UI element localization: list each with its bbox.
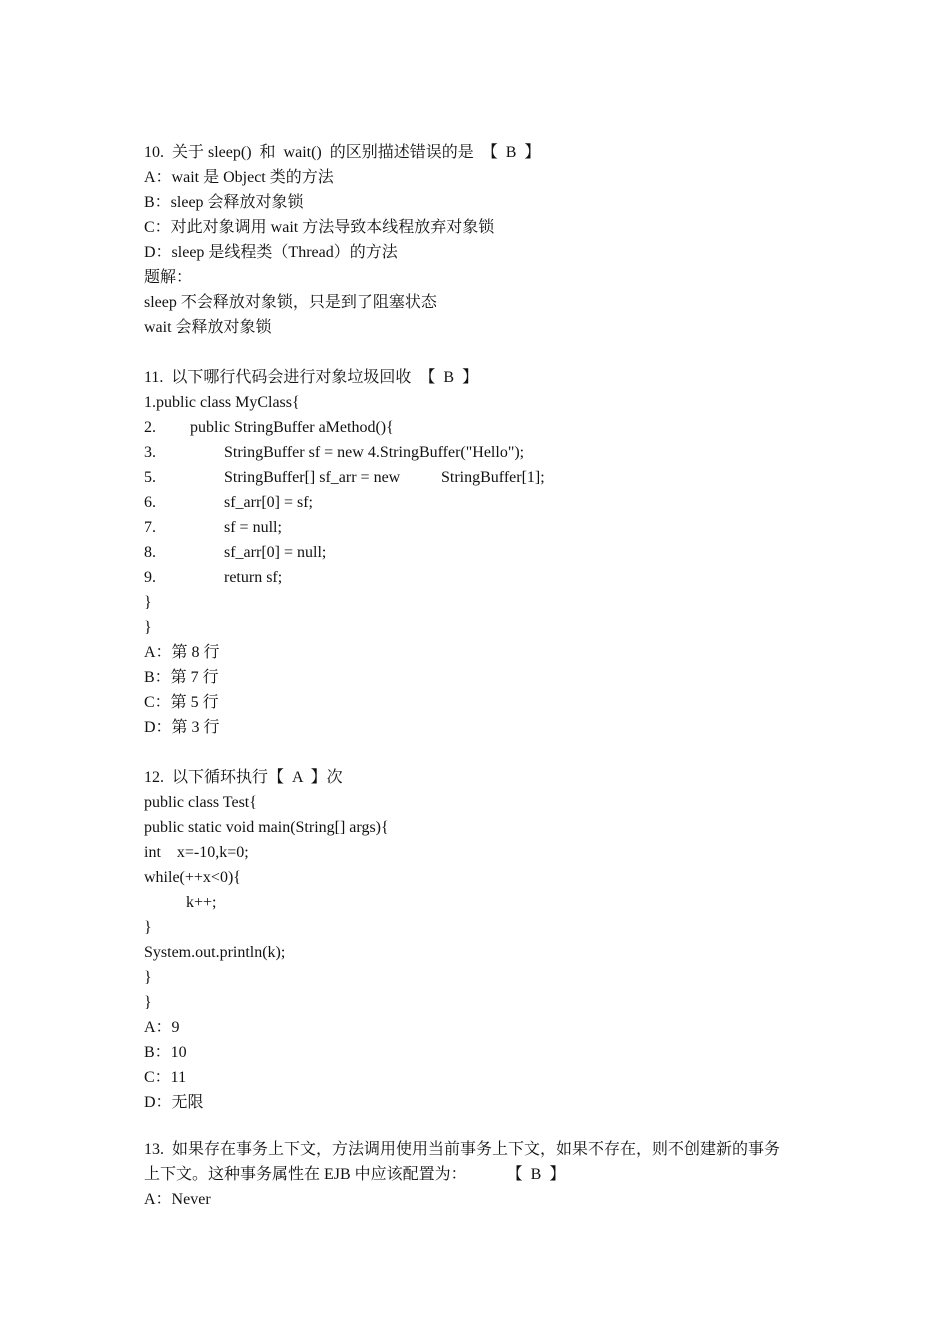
q11-code-line-number: 7. [144, 519, 156, 536]
q11-code-line: sf_arr[0] = sf; [224, 494, 313, 511]
q11-option-b: B：第 7 行 [144, 669, 219, 686]
q10-option-b: B：sleep 会释放对象锁 [144, 194, 304, 211]
q13-question: 13. 如果存在事务上下文，方法调用使用当前事务上下文，如果不存在，则不创建新的事务 [144, 1141, 781, 1158]
q11-code-line-number: 2. [144, 419, 156, 436]
q11-code-line-number: 3. [144, 444, 156, 461]
q13-question: 上下文。这种事务属性在 EJB 中应该配置为： 【 B 】 [144, 1166, 566, 1183]
q10-option-a: A：wait 是 Object 类的方法 [144, 169, 334, 186]
q11-code-line: StringBuffer[] sf_arr = new [224, 469, 401, 486]
q12-code-line: k++; [186, 894, 217, 911]
q11-option-a: A：第 8 行 [144, 644, 220, 661]
q11-code-line: public StringBuffer aMethod(){ [190, 419, 394, 436]
q11-code-line-number: 5. [144, 469, 156, 486]
q11-question: 11. 以下哪行代码会进行对象垃圾回收 【 B 】 [144, 369, 479, 386]
q10-explanation-line: sleep 不会释放对象锁，只是到了阻塞状态 [144, 294, 437, 311]
q10-option-d: D：sleep 是线程类（Thread）的方法 [144, 244, 398, 261]
q11-code-brace: } [144, 594, 152, 611]
q12-option-d: D：无限 [144, 1094, 204, 1111]
q10-option-c: C：对此对象调用 wait 方法导致本线程放弃对象锁 [144, 219, 495, 236]
q11-code-line: sf = null; [224, 519, 282, 536]
q11-option-c: C：第 5 行 [144, 694, 219, 711]
q12-option-a: A：9 [144, 1019, 180, 1036]
q12-code-line: while(++x<0){ [144, 869, 241, 886]
q11-code-brace: } [144, 619, 152, 636]
q13-option-a: A：Never [144, 1191, 211, 1208]
q11-code-line: StringBuffer[1]; [441, 469, 545, 486]
q12-option-b: B：10 [144, 1044, 187, 1061]
q11-code-line-number: 6. [144, 494, 156, 511]
q12-code-brace: } [144, 994, 152, 1011]
q10-question: 10. 关于 sleep() 和 wait() 的区别描述错误的是 【 B 】 [144, 144, 541, 161]
q12-option-c: C：11 [144, 1069, 187, 1086]
q12-code-line: public class Test{ [144, 794, 257, 811]
q12-question: 12. 以下循环执行【 A 】次 [144, 769, 343, 786]
q12-code-line: System.out.println(k); [144, 944, 286, 961]
q11-code-line-number: 9. [144, 569, 156, 586]
q11-code-line: sf_arr[0] = null; [224, 544, 327, 561]
q12-code-brace: } [144, 919, 152, 936]
q12-code-brace: } [144, 969, 152, 986]
q10-explanation-line: wait 会释放对象锁 [144, 319, 272, 336]
q12-code-line: int x=-10,k=0; [144, 844, 249, 861]
q10-explanation-title: 题解： [144, 269, 193, 286]
q11-code-line: return sf; [224, 569, 283, 586]
q11-code-line: 1.public class MyClass{ [144, 394, 300, 411]
q11-option-d: D：第 3 行 [144, 719, 220, 736]
q12-code-line: public static void main(String[] args){ [144, 819, 389, 836]
q11-code-line-number: 8. [144, 544, 156, 561]
q11-code-line: StringBuffer sf = new 4.StringBuffer("Hello"); [224, 444, 525, 461]
